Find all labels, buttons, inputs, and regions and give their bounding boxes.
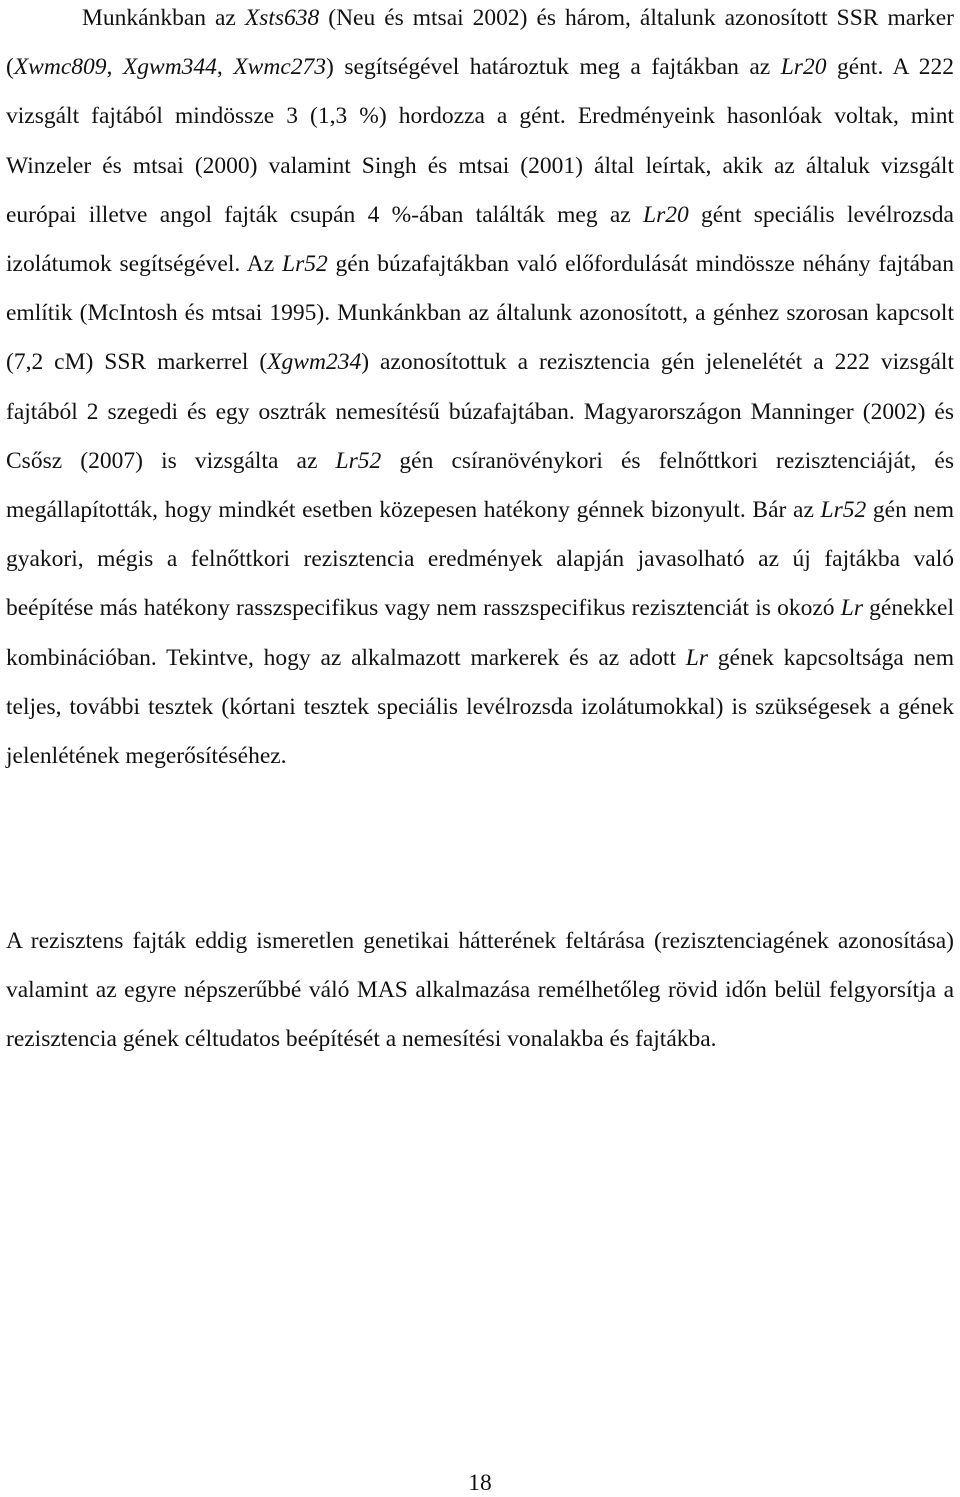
gene-name-italic: Lr20 [780, 54, 827, 81]
gene-name-italic: Lr [685, 644, 708, 671]
marker-name-italic: Xsts638 [244, 5, 320, 31]
gene-name-italic: Lr52 [282, 251, 328, 278]
marker-name-italic: Xgwm344 [122, 54, 217, 81]
gene-name-italic: Lr20 [643, 201, 689, 228]
text-run: A rezisztens fajták eddig ismeretlen genetikai hátterének feltárása (rezisztenciagének azonosítása) valamint az egyre népszerűbbé váló MAS alkalmazása remélhetőleg rövid időn belül felgyorsítja a rezisztencia gének céltudatos beépítését a nemesítési vonalakba és fajtákba. [6, 928, 954, 1053]
paragraph-2-text [6, 917, 954, 1065]
page-number: 18 [468, 1470, 492, 1496]
text-run: gén búzafajtákban való előfordulását mindössze néhány fajtában említik (McIntosh és mtsai 1995). Munkánkban az általunk azonosított, a génhez szorosan kapcsolt (7,2 cM) SSR markerrel ( [6, 251, 954, 376]
text-run: gén csíranövénykori és felnőttkori rezisztenciáját, és megállapították, hogy mindkét esetben közepesen hatékony génnek bizonyult. Bár az [6, 447, 954, 524]
gene-name-italic: Lr [840, 595, 863, 622]
paragraph-1-text [6, 0, 954, 781]
text-run: (Neu és mtsai 2002) és három, általunk azonosított SSR marker ( [6, 5, 954, 81]
text-run: ) segítségével határoztuk meg a fajtákban az [326, 54, 781, 81]
marker-name-italic: Xwmc809 [13, 54, 107, 81]
paragraph-2 [6, 917, 954, 1065]
text-run: gén nem gyakori, mégis a felnőttkori rezisztencia eredmények alapján javasolható az új fajtákba való beépítése más hatékony rasszspecifikus vagy nem rasszspecifikus rezisztenciát is okozó [6, 497, 954, 622]
text-run: gének kapcsoltsága nem teljes, további tesztek (kórtani tesztek speciális levélrozsda izolátumokkal) is szükségesek a gének jelenlétének megerősítéséhez. [6, 644, 954, 770]
paragraph-1 [6, 0, 954, 781]
text-run: gént speciális levélrozsda izolátumok segítségével. Az [6, 201, 954, 278]
text-run: génekkel kombinációban. Tekintve, hogy az alkalmazott markerek és az adott [6, 595, 955, 671]
text-run: Munkánkban az [82, 5, 245, 31]
gene-name-italic: Lr52 [335, 447, 382, 474]
text-run: ) azonosítottuk a rezisztencia gén jelenelétét a 222 vizsgált fajtából 2 szegedi és egy osztrák nemesítésű búzafajtában. Magyarországon Manninger (2002) és Csősz (2007) is vizsgálta az [6, 349, 954, 474]
marker-name-italic: Xwmc273 [233, 54, 327, 81]
text-run: , [216, 54, 234, 81]
text-run: , [106, 54, 123, 81]
marker-name-italic: Xgwm234 [267, 349, 362, 376]
gene-name-italic: Lr52 [820, 497, 867, 524]
text-run: gént. A 222 vizsgált fajtából mindössze 3 (1,3 %) hordozza a gént. Eredményeink hasonlóak voltak, mint Winzeler és mtsai (2000) valamint Singh és mtsai (2001) által leírtak, akik az általuk vizsgált európai illetve angol fajták csupán 4 %-ában találták meg az [6, 54, 954, 228]
